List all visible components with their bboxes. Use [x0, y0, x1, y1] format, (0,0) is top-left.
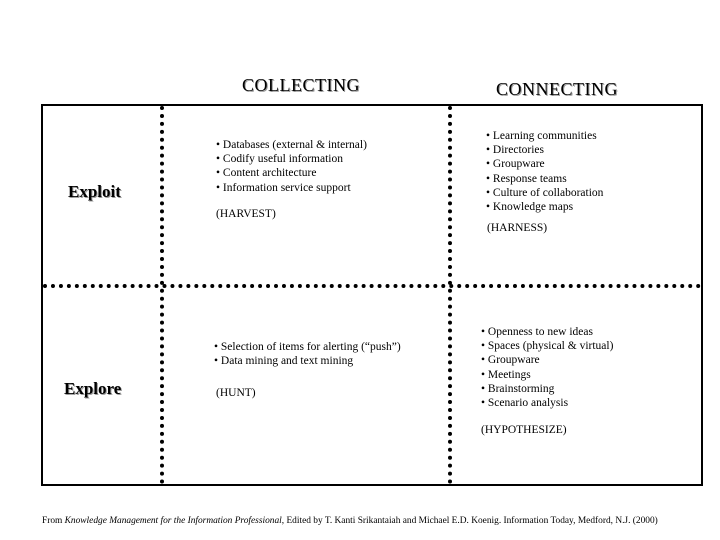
cell-exploit-connecting	[486, 129, 603, 214]
grid-divider-middle	[448, 106, 452, 484]
citation-details: , Edited by T. Kanti Srikantaiah and Michael E.D. Koenig. Information Today, Medford, N.J. (2000)	[281, 516, 658, 526]
list-item: • Knowledge maps	[486, 200, 603, 214]
list-item: • Databases (external & internal)	[216, 138, 367, 152]
list-item: • Data mining and text mining	[214, 354, 401, 368]
tag-hypothesize: (HYPOTHESIZE)	[481, 424, 567, 436]
cell-explore-connecting	[481, 325, 613, 410]
tag-hunt: (HUNT)	[216, 387, 256, 399]
row-heading-exploit: Exploit	[68, 182, 121, 201]
list-item: • Response teams	[486, 172, 603, 186]
list-item: • Scenario analysis	[481, 396, 613, 410]
column-heading-connecting: CONNECTING	[496, 79, 618, 99]
cell-exploit-collecting	[216, 138, 367, 195]
matrix-frame	[41, 104, 703, 486]
list-item: • Brainstorming	[481, 382, 613, 396]
source-citation	[42, 516, 658, 526]
column-heading-collecting: COLLECTING	[242, 75, 360, 95]
list-item: • Content architecture	[216, 166, 367, 180]
list-item: • Directories	[486, 143, 603, 157]
tag-harness: (HARNESS)	[487, 222, 548, 234]
list-item: • Meetings	[481, 368, 613, 382]
tag-harvest: (HARVEST)	[216, 208, 276, 220]
row-heading-explore: Explore	[64, 379, 122, 398]
citation-book-title: Knowledge Management for the Information Professional	[64, 516, 282, 526]
list-item: • Spaces (physical & virtual)	[481, 339, 613, 353]
list-item: • Selection of items for alerting (“push”)	[214, 340, 401, 354]
list-item: • Codify useful information	[216, 152, 367, 166]
list-item: • Learning communities	[486, 129, 603, 143]
citation-prefix: From	[42, 516, 65, 526]
cell-explore-collecting	[214, 340, 401, 368]
list-item: • Openness to new ideas	[481, 325, 613, 339]
list-item: • Information service support	[216, 181, 367, 195]
grid-divider-left	[160, 106, 164, 484]
list-item: • Groupware	[486, 157, 603, 171]
grid-divider-horizontal	[43, 284, 701, 288]
list-item: • Groupware	[481, 353, 613, 367]
list-item: • Culture of collaboration	[486, 186, 603, 200]
